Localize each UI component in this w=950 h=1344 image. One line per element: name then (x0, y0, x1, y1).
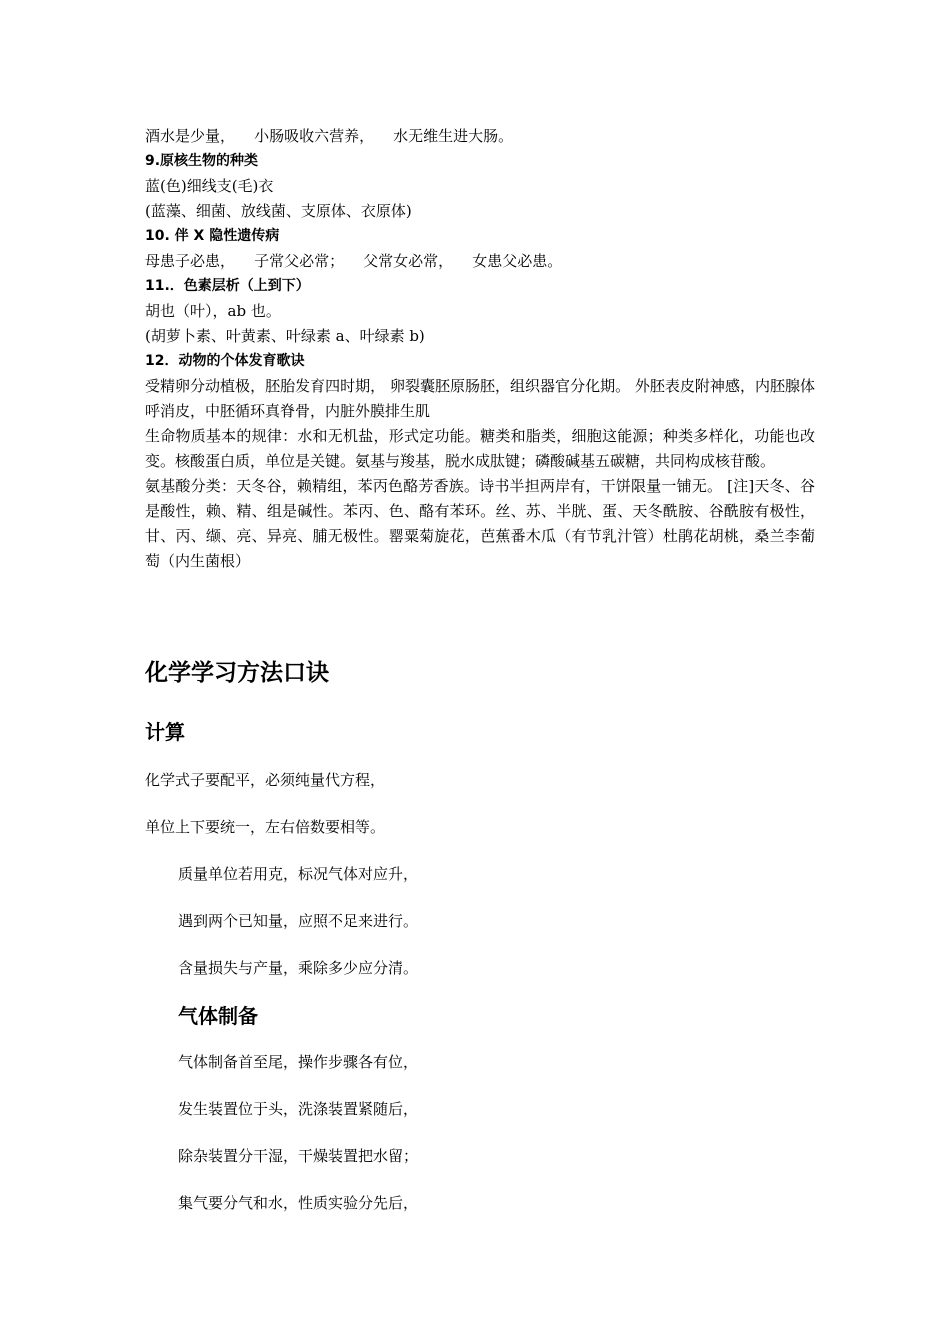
chemistry-title: 化学学习方法口诀 (145, 660, 329, 686)
poem-line: 气体制备首至尾，操作步骤各有位， (178, 1053, 419, 1071)
poem-line: 遇到两个已知量，应照不足来进行。 (178, 912, 419, 930)
text-line: (蓝藻、细菌、放线菌、支原体、衣原体) (145, 202, 412, 220)
poem-line: 集气要分气和水，性质实验分先后， (178, 1194, 419, 1212)
poem-line: 化学式子要配平，必须纯量代方程， (145, 771, 386, 789)
calc-heading: 计算 (145, 720, 185, 744)
document-page (145, 124, 815, 1212)
text-line: 胡也（叶），ab 也。 (145, 302, 281, 320)
section-heading-pigment: 11.．色素层析（上到下） (145, 278, 310, 294)
section-heading-development: 12．动物的个体发育歌诀 (145, 353, 305, 369)
paragraph-amino-acids: 氨基酸分类：天冬谷，赖精组，苯丙色酪芳香族。诗书半担两岸有，干饼限量一铺无。 [注]天冬、谷是酸性，赖、精、组是碱性。苯丙、色、酪有苯环。丝、苏、半胱、蛋、天冬酰胺、谷酰胺有极性，甘、丙、缬、亮、异亮、脯无极性。罂粟菊旋花，芭蕉番木瓜（有节乳汁管）杜鹃花胡桃，桑兰李葡萄（内生菌根） (145, 477, 815, 570)
poem-line: 除杂装置分干湿，干燥装置把水留； (178, 1147, 419, 1165)
text-line: 蓝(色)细线支(毛)衣 (145, 177, 274, 195)
text-line: 酒水是少量， 小肠吸收六营养， 水无维生进大肠。 (145, 127, 514, 145)
gas-heading: 气体制备 (178, 1004, 258, 1028)
poem-line: 单位上下要统一，左右倍数要相等。 (145, 818, 386, 836)
section-heading-prokaryotes: 9.原核生物的种类 (145, 153, 259, 169)
poem-line: 质量单位若用克，标况气体对应升， (178, 865, 419, 883)
section-heading-x-linked: 10. 伴 X 隐性遗传病 (145, 228, 280, 244)
biology-lines (145, 124, 815, 574)
poem-line: 含量损失与产量，乘除多少应分清。 (178, 959, 419, 977)
paragraph-development: 受精卵分动植极，胚胎发育四时期， 卵裂囊胚原肠胚，组织器官分化期。 外胚表皮附神感，内胚腺体呼消皮，中胚循环真脊骨，内脏外膜排生肌 (145, 377, 815, 420)
poem-line: 发生装置位于头，洗涤装置紧随后， (178, 1100, 419, 1118)
text-line: (胡萝卜素、叶黄素、叶绿素 a、叶绿素 b) (145, 327, 425, 345)
paragraph-biomolecules: 生命物质基本的规律：水和无机盐，形式定功能。糖类和脂类，细胞这能源；种类多样化，功能也改变。核酸蛋白质，单位是关键。氨基与羧基，脱水成肽键；磷酸碱基五碳糖，共同构成核苷酸。 (145, 427, 815, 470)
text-line: 母患子必患， 子常父必常； 父常女必常， 女患父必患。 (145, 252, 563, 270)
